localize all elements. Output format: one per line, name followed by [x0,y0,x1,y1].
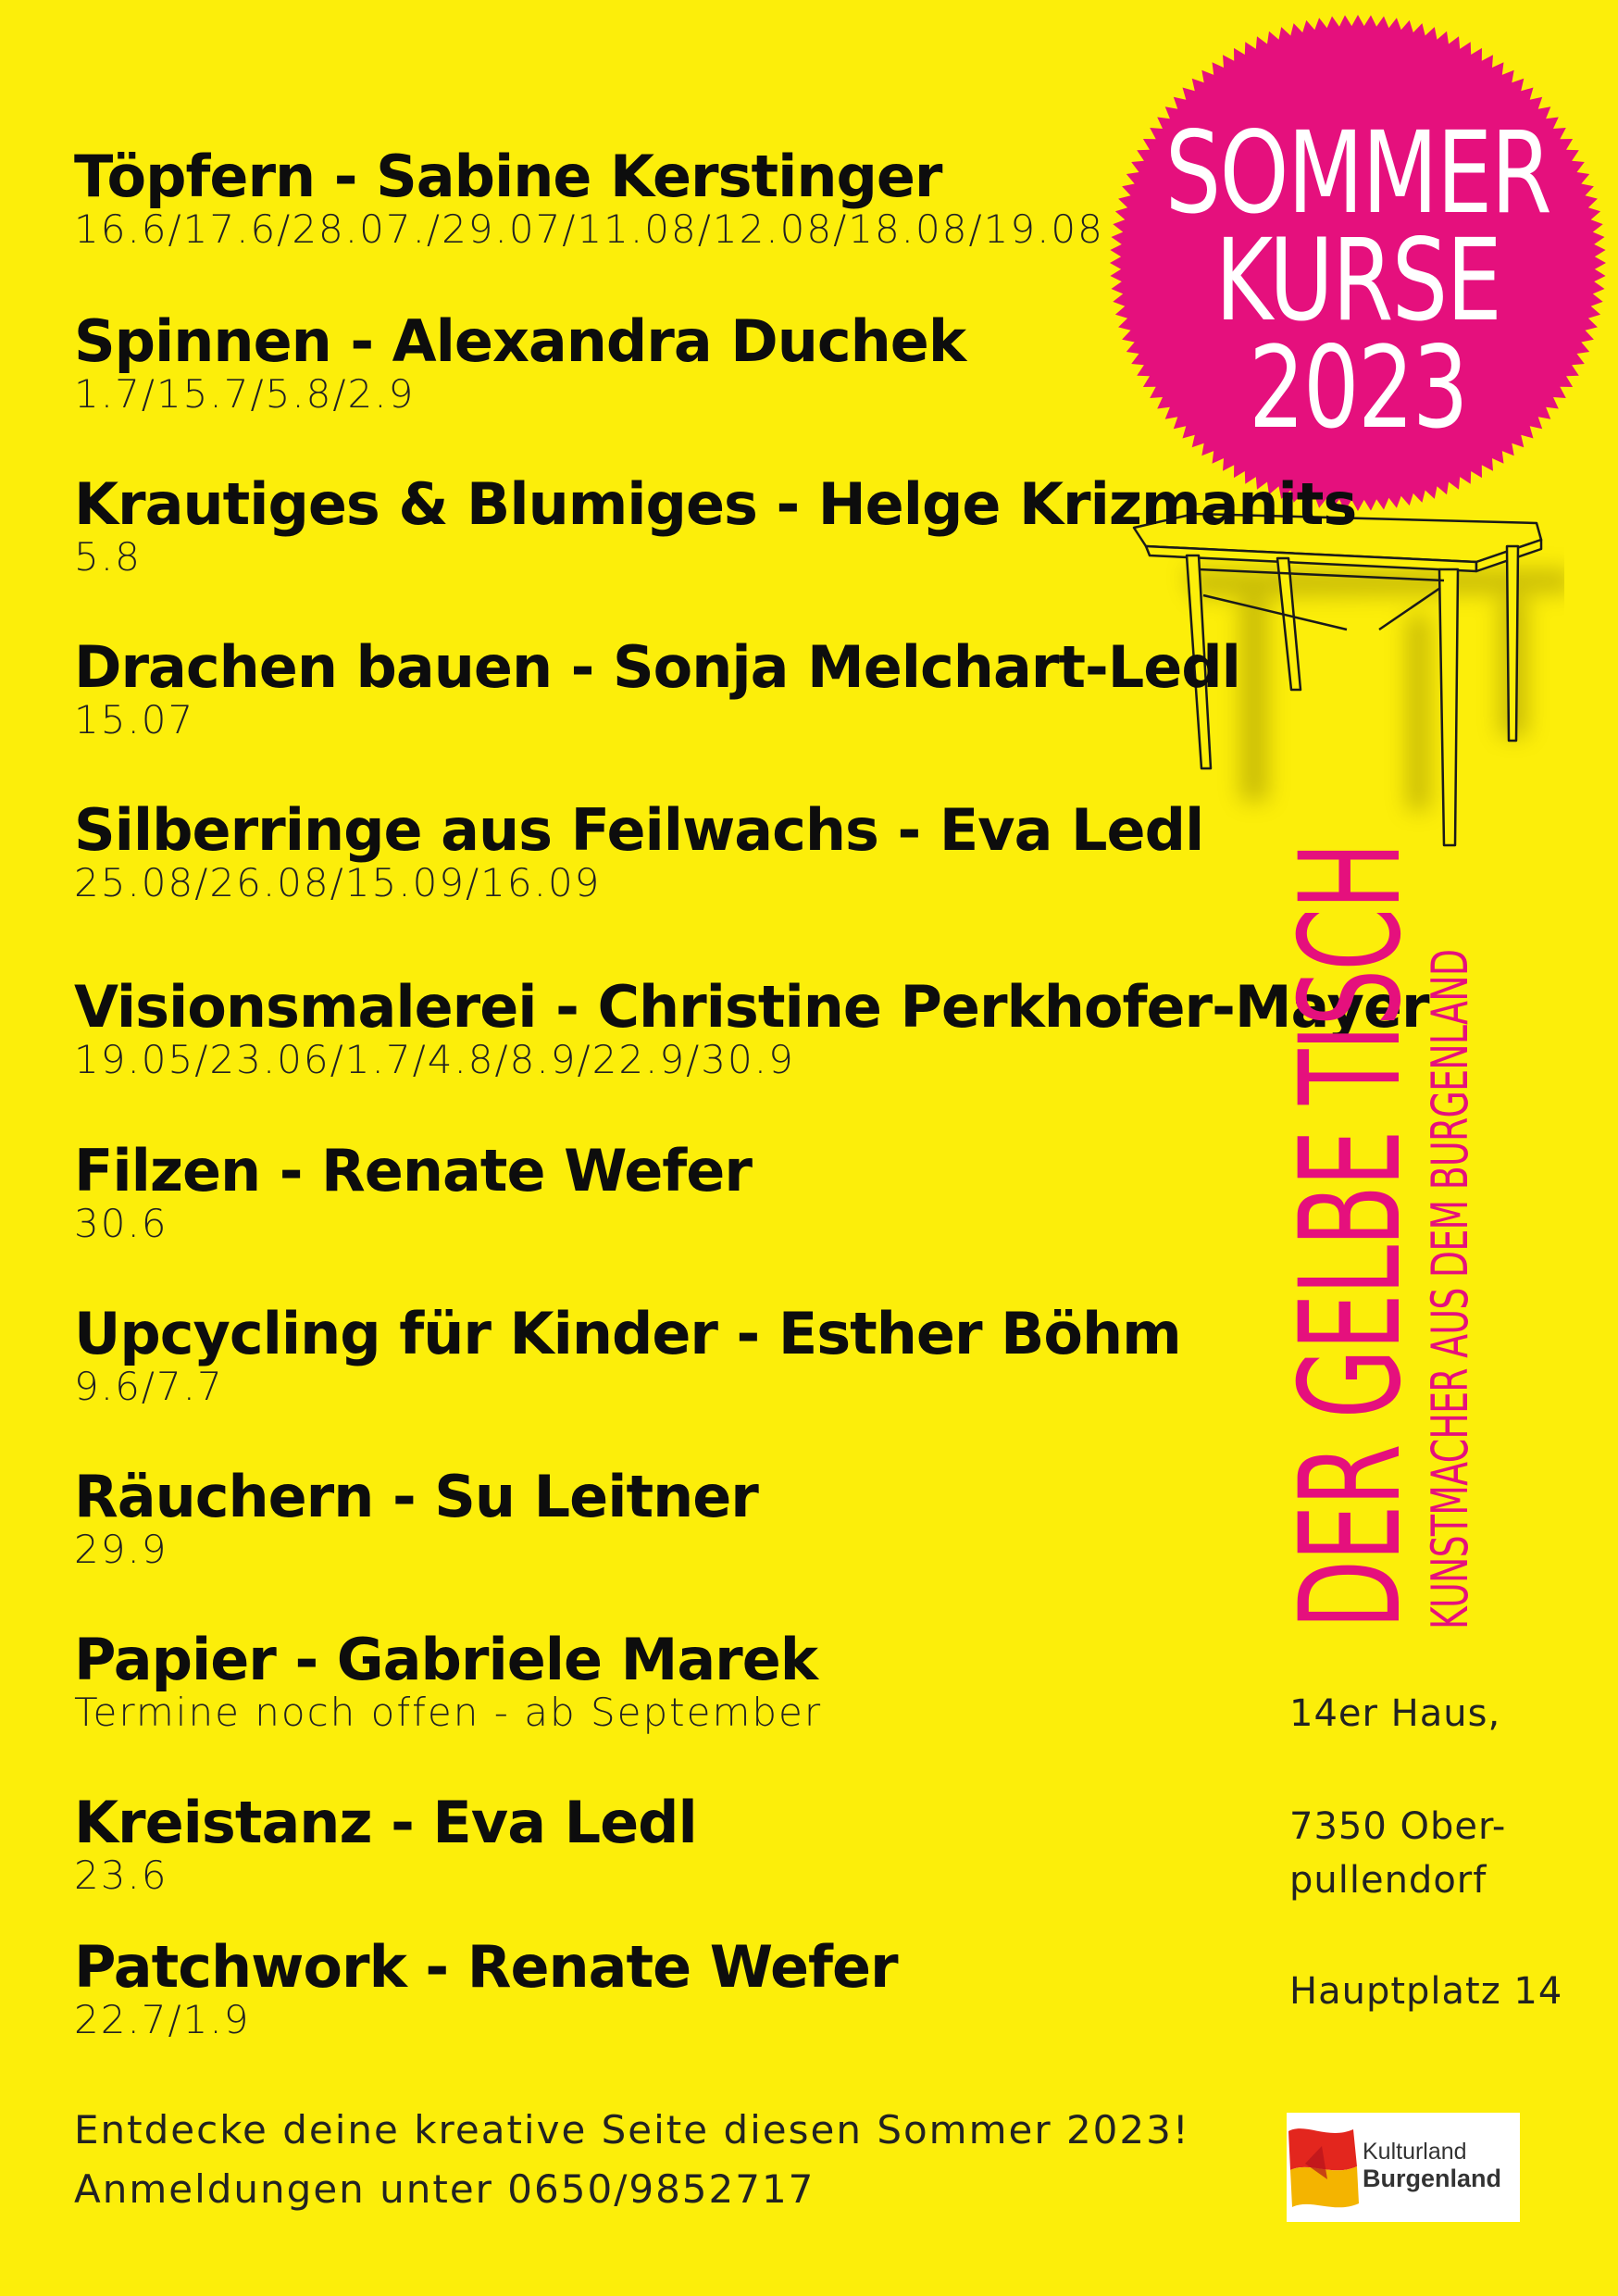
course-dates: 5.8 [74,534,142,580]
logo-text-burgenland: Burgenland [1363,2165,1502,2192]
course-dates: 16.6/17.6/28.07./29.07/11.08/12.08/18.08/19.08 [74,206,1104,252]
summer-courses-badge [1108,13,1608,513]
course-title: Upcycling für Kinder - Esther Böhm [74,1300,1181,1367]
course-item [74,633,1240,742]
course-dates: 29.9 [74,1527,168,1572]
badge-line-3: 2023 [1249,322,1467,454]
course-title: Papier - Gabriele Marek [74,1626,818,1693]
course-dates: 1.7/15.7/5.8/2.9 [74,371,416,417]
course-item [74,973,1429,1082]
course-title: Kreistanz - Eva Ledl [74,1789,697,1856]
address-line-1: 14er Haus, [1289,1692,1501,1735]
course-item [74,1300,1181,1409]
course-title: Krautiges & Blumiges - Helge Krizmanits [74,470,1357,538]
kulturland-burgenland-logo [1287,2113,1520,2222]
course-item [74,1137,752,1246]
address-line-3: pullendorf [1289,1859,1487,1902]
course-title: Spinnen - Alexandra Duchek [74,307,966,375]
course-title: Visionsmalerei - Christine Perkhofer-Mayer [74,973,1429,1041]
course-title: Töpfern - Sabine Kerstinger [74,143,942,210]
footer-tagline: Entdecke deine kreative Seite diesen Sommer 2023! [74,2107,1190,2152]
course-dates: 30.6 [74,1201,168,1246]
brand-subtitle: KUNSTMACHER AUS DEM BURGENLAND [1421,949,1479,1629]
course-dates: 19.05/23.06/1.7/4.8/8.9/22.9/30.9 [74,1037,795,1082]
badge-line-2: KURSE [1214,215,1501,346]
course-item [74,796,1204,905]
course-title: Filzen - Renate Wefer [74,1137,752,1204]
course-title: Räuchern - Su Leitner [74,1463,758,1530]
course-item [74,470,1357,580]
course-item [74,1933,898,2042]
logo-text-kulturland: Kulturland [1363,2139,1467,2165]
course-title: Drachen bauen - Sonja Melchart-Ledl [74,633,1240,701]
course-dates: Termine noch offen - ab September [74,1690,823,1735]
course-dates: 15.07 [74,697,195,742]
course-title: Silberringe aus Feilwachs - Eva Ledl [74,796,1204,864]
course-item [74,1789,697,1898]
course-item [74,1463,758,1572]
burgenland-flag-icon [1287,2113,1361,2222]
address-line-4: Hauptplatz 14 [1289,1970,1563,2013]
course-dates: 25.08/26.08/15.09/16.09 [74,860,602,905]
course-item [74,1626,823,1735]
footer-registration: Anmeldungen unter 0650/9852717 [74,2166,815,2212]
brand-title: DER GELBE TISCH [1271,843,1432,1629]
course-item [74,307,966,417]
badge-line-1: SOMMER [1164,107,1551,239]
course-title: Patchwork - Renate Wefer [74,1933,898,2001]
course-dates: 9.6/7.7 [74,1364,224,1409]
course-dates: 23.6 [74,1853,168,1898]
brand-vertical [1271,843,1546,1629]
course-dates: 22.7/1.9 [74,1997,251,2042]
course-item [74,143,1104,252]
address-line-2: 7350 Ober- [1289,1805,1507,1848]
